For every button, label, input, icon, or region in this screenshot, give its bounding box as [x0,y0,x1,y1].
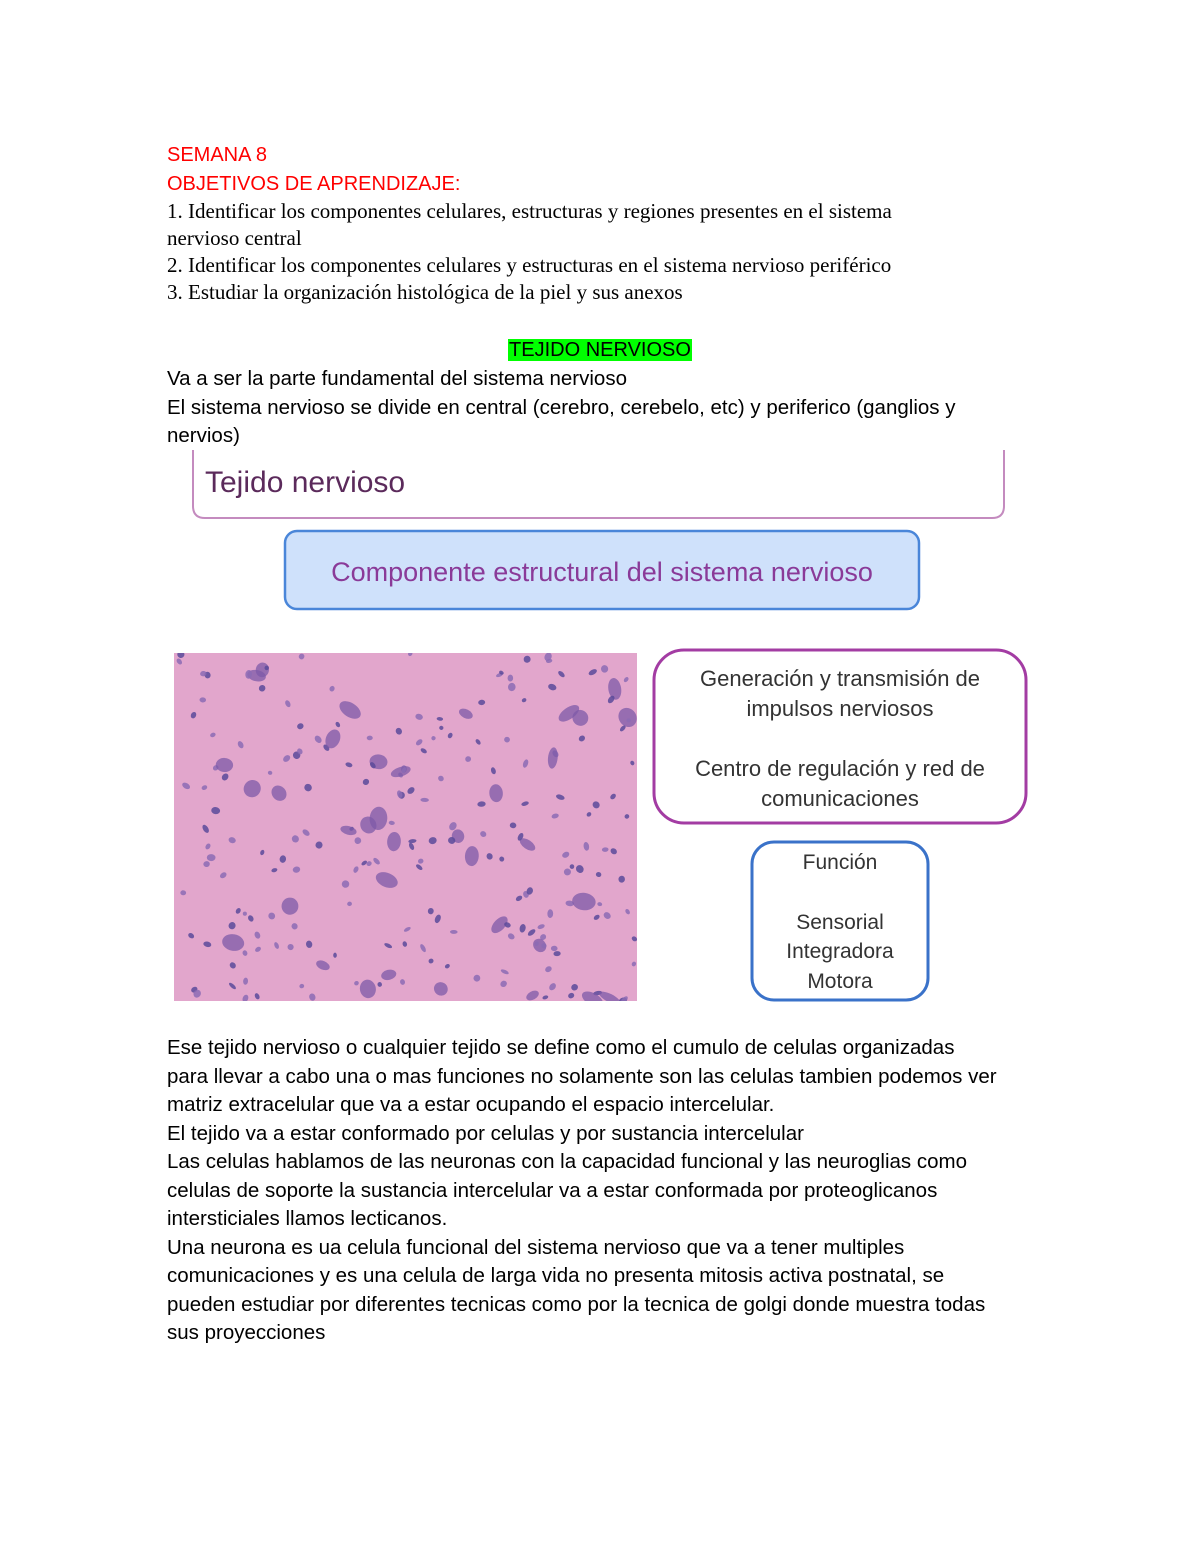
objective-1: 1. Identificar los componentes celulares, estructuras y regiones presentes en el sistema [167,199,892,223]
body-line-1: Ese tejido nervioso o cualquier tejido se define como el cumulo de celulas organizadas [167,1036,955,1059]
body-line-6: celulas de soporte la sustancia intercelular va a estar conformada por proteoglicanos [167,1179,938,1202]
body-line-10: pueden estudiar por diferentes tecnicas como por la tecnica de golgi donde muestra todas [167,1293,986,1316]
functions-line-3: Centro de regulación y red de [695,756,985,781]
functions-line-2: impulsos nerviosos [746,696,934,721]
objective-2: 2. Identificar los componentes celulares y estructuras en el sistema nervioso periférico [167,253,892,277]
objective-1-cont: nervioso central [167,226,302,250]
body-line-7: intersticiales llamos lecticanos. [167,1207,448,1230]
function-motora: Motora [807,970,873,993]
body-line-11: sus proyecciones [167,1321,326,1344]
section-title: TEJIDO NERVIOSO [509,339,691,361]
body-line-5: Las celulas hablamos de las neuronas con la capacidad funcional y las neuroglias como [167,1150,967,1173]
histology-micrograph [174,650,640,1011]
body-line-9: comunicaciones y es una celula de larga vida no presenta mitosis activa postnatal, se [167,1264,945,1287]
diagram-title: Tejido nervioso [205,466,406,499]
function-title: Función [802,851,878,874]
body-line-3: matriz extracelular que va a estar ocupando el espacio intercelular. [167,1093,775,1116]
week-heading: SEMANA 8 [167,144,268,166]
function-integradora: Integradora [786,940,894,963]
body-line-4: El tejido va a estar conformado por celulas y por sustancia intercelular [167,1122,804,1145]
objectives-title: OBJETIVOS DE APRENDIZAJE: [167,173,461,195]
function-sensorial: Sensorial [796,911,884,934]
body-line-2: para llevar a cabo una o mas funciones no solamente son las celulas tambien podemos ver [167,1065,997,1088]
diagram-subtitle: Componente estructural del sistema nervioso [331,557,873,587]
cell-nucleus [508,675,514,682]
intro-line-3: nervios) [167,424,240,447]
functions-line-1: Generación y transmisión de [699,666,981,691]
intro-line-2: El sistema nervioso se divide en central (cerebro, cerebelo, etc) y periferico (ganglios y [167,396,956,419]
diagram [0,440,1200,1015]
cell-nucleus [626,718,630,722]
intro-line-1: Va a ser la parte fundamental del sistema nervioso [167,367,627,390]
objective-3: 3. Estudiar la organización histológica de la piel y sus anexos [167,280,683,304]
functions-line-4: comunicaciones [761,786,919,811]
body-line-8: Una neurona es ua celula funcional del sistema nervioso que va a tener multiples [167,1236,905,1259]
